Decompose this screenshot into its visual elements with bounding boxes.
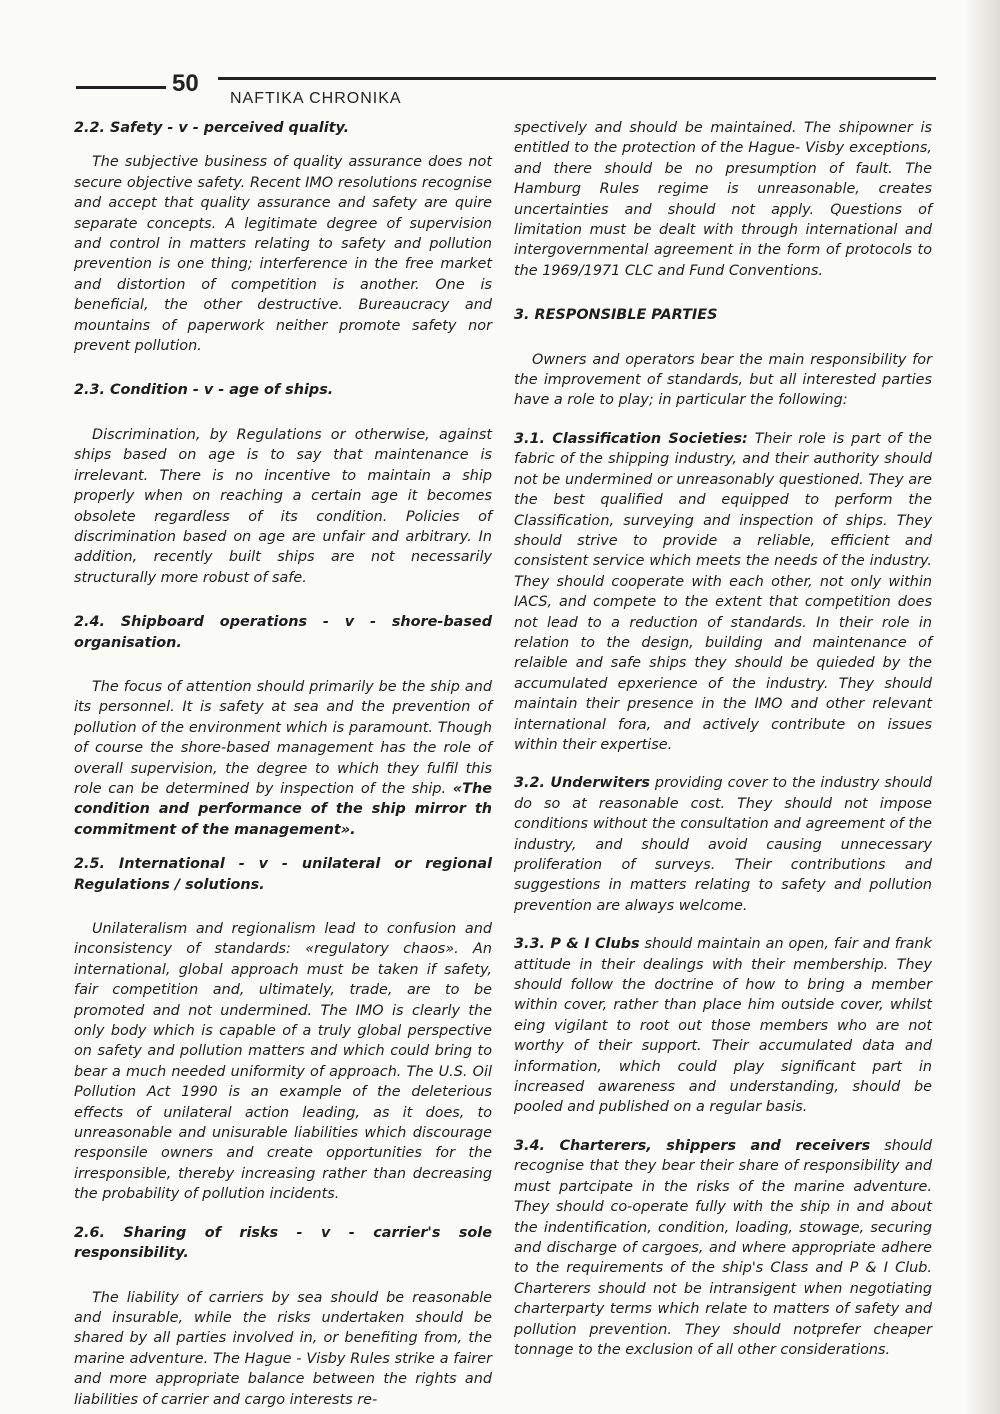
section-2-5-heading: 2.5. International - v - unilateral or regional Regulations / solutions.	[74, 856, 492, 893]
section-3-2-paragraph	[514, 773, 932, 916]
section-2-2-heading: 2.2. Safety - v - perceived quality.	[74, 120, 350, 136]
right-column	[514, 118, 932, 1360]
section-2-4-heading: 2.4. Shipboard operations - v - shore-based organisation.	[74, 614, 492, 651]
section-2-3-heading: 2.3. Condition - v - age of ships.	[74, 382, 334, 399]
section-3-4-lead: 3.4. Charterers, shippers and receivers	[514, 1137, 871, 1154]
header-rule-left	[76, 86, 166, 89]
section-3-4-paragraph	[514, 1136, 932, 1360]
section-3-4-body: should recognise that they bear their share of responsibility and must partcipate in the risks of the marine adventure. They should co-operate fully with the ship in and about the indentification, condition, loading, stowage, securing and discharge of cargoes, and where appropriate adhere to the requirements of the ship's Class and P & I Club. Charterers should not be intransigent when negotiating charterparty terms which relate to matters of safety and pollution prevention. They should notprefer cheaper tonnage to the exclusion of all other considerations.	[514, 1137, 932, 1358]
section-2-5-body: Unilateralism and regionalism lead to confusion and inconsistency of standards: «regulatory chaos». An international, global approach must be taken if safety, fair competition and, ultimately, trade, are to be promoted and not undermined. The IMO is clearly the only body which is capable of a truly global perspective on safety and pollution matters and which could bring to bear a much needed uniformity of approach. The U.S. Oil Pollution Act 1990 is an example of the deleterious effects of unilateral action leading, as it does, to unreasonable and unisurable liabilities which discourage responsile owners and create opportunities for the irresponsible, thereby increasing rather than decreasing the probability of pollution incidents.	[74, 921, 492, 1203]
header-rule-right	[218, 77, 936, 80]
section-2-6-heading: 2.6. Sharing of risks - v - carrier's sole responsibility.	[74, 1224, 492, 1262]
section-2-4-body	[74, 677, 492, 840]
left-column	[74, 118, 492, 1410]
page-edge-shadow	[964, 0, 1000, 1414]
section-3-2-lead: 3.2. Underwiters	[514, 775, 650, 792]
section-3-1-body: Their role is part of the fabric of the shipping industry, and their authority should not be undermined or unreasonably questioned. They are the best qualified and equipped to perform the Classification, surveying and inspection of ships. They should strive to provide a reliable, efficient and consistent service which meets the needs of the industry. They should cooperate with each other, not only within IACS, and compete to the extent that competition does not lead to a reduction of standards. In their role in relation to the design, building and maintenance of relaible and safe ships they should be quieded by the accumulated epxerience of the industry. They should maintain their presence in the IMO and other relevant international fora, and actively contribute on issues within their expertise.	[514, 430, 932, 753]
section-3-heading: 3. RESPONSIBLE PARTIES	[514, 307, 718, 324]
section-3-1-lead: 3.1. Classification Societies:	[514, 430, 748, 447]
journal-title: NAFTIKA CHRONIKA	[230, 90, 402, 107]
section-2-4-text: The focus of attention should primarily be the ship and its personnel. It is safety at sea and the prevention of pollution of the environment which is paramount. Though of course the shore-based management has the role of overall supervision, the degree to which they fulfil this role can be determined by inspection of the ship.	[74, 678, 492, 797]
section-2-6-body: The liability of carriers by sea should be reasonable and insurable, while the risks undertaken should be shared by all parties involved in, or benefiting from, the marine adventure. The Hague - Visby Rules strike a fairer and more appropriate balance between the rights and liabilities of carrier and cargo interests re-	[74, 1289, 492, 1408]
section-3-1-paragraph	[514, 429, 932, 756]
section-2-3-body: Discrimination, by Regulations or otherwise, against ships based on age is to say that maintenance is irrelevant. There is no incentive to maintain a ship properly when on reaching a certain age it becomes obsolete regardless of its condition. Policies of discrimination based on age are unfair and arbitrary. In addition, recently built ships are not necessarily structurally more robust of safe.	[74, 426, 492, 586]
page-number: 50	[172, 70, 199, 97]
continuation-paragraph: spectively and should be maintained. The shipowner is entitled to the protection of the Hague- Visby exceptions, and there should be no presumption of fault. The Hamburg Rules regime is unreasonable, creates uncertainties and should not apply. Questions of limitation must be dealt with through international and intergovernmental agreement in the form of protocols to the 1969/1971 CLC and Fund Conventions.	[514, 120, 932, 279]
section-3-2-body: providing cover to the industry should do so at reasonable cost. They should not impose conditions without the consultation and agreement of the industry, and should avoid causing unnecessary proliferation of surveys. Their contributions and suggestions in matters relating to safety and pollution prevention are always welcome.	[514, 775, 932, 914]
section-3-3-body: should maintain an open, fair and frank attitude in their dealings with their membership. They should follow the doctrine of how to bring a member within cover, rather than place him outside cover, whilst eing vigilant to root out those members who are not worthy of their support. Their accumulated data and information, which could play significant part in increased awareness and understanding, should be pooled and published on a regular basis.	[514, 936, 932, 1116]
section-3-3-lead: 3.3. P & I Clubs	[514, 936, 640, 953]
section-2-2-body: The subjective business of quality assurance does not secure objective safety. Recent IMO resolutions recognise and accept that quality assurance and safety are quire separate concepts. A legitimate degree of supervision and control in matters relating to safety and pollution prevention is one thing; interference in the free market and distortion of competition is another. One is beneficial, the other destructive. Bureaucracy and mountains of paperwork neither promote safety nor prevent pollution.	[74, 154, 492, 355]
section-2-4-quote: «The condition and performance of the ship mirror th commitment of the management».	[74, 780, 492, 838]
section-3-body: Owners and operators bear the main responsibility for the improvement of standards, but all interested parties have a role to play; in particular the following:	[514, 351, 932, 409]
section-3-3-paragraph	[514, 934, 932, 1118]
